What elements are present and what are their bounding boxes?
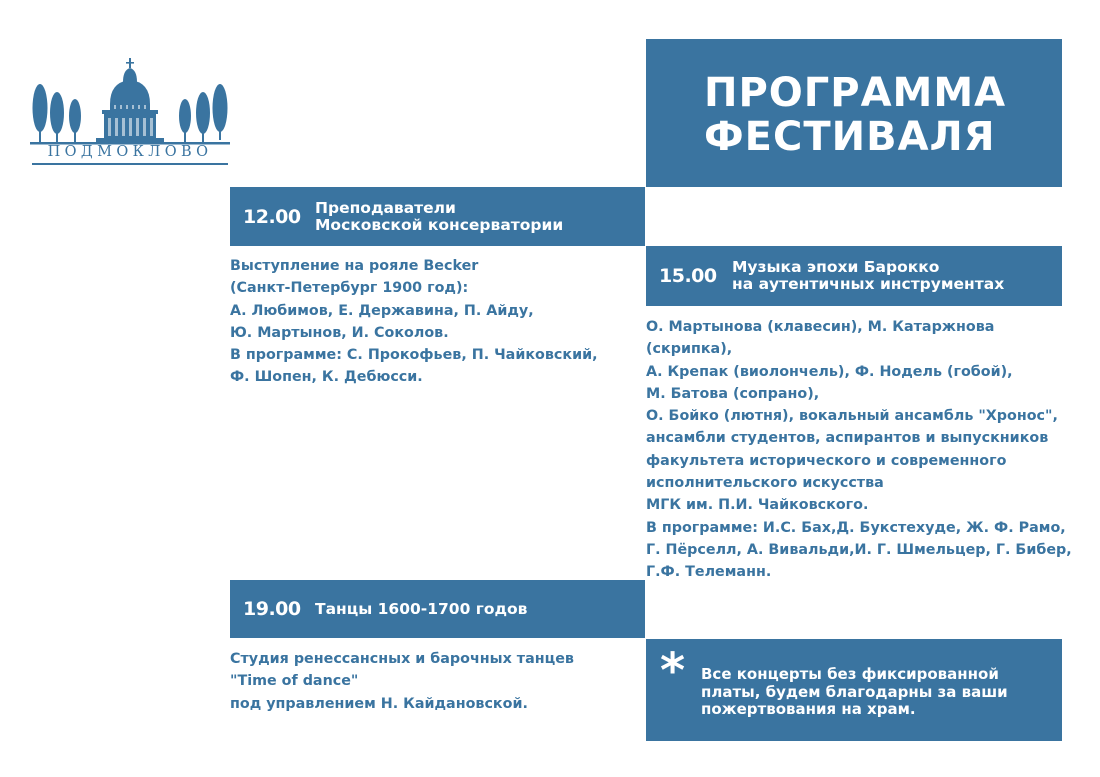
festival-title-box <box>646 39 1062 187</box>
note-line: Все концерты без фиксированной <box>701 665 999 683</box>
description-line: О. Бойко (лютня), вокальный ансамбль "Хронос", <box>646 408 1058 425</box>
description-line: факультета исторического и современного <box>646 452 1007 469</box>
slot-title-line: Преподаватели <box>315 198 456 217</box>
description-line: (скрипка), <box>646 341 733 358</box>
note-line: пожертвования на храм. <box>701 700 916 718</box>
slot-title <box>315 200 563 234</box>
title-line-2: ФЕСТИВАЛЯ <box>704 114 996 160</box>
description-line: Г.Ф. Телеманн. <box>646 564 772 581</box>
description-line: ансамбли студентов, аспирантов и выпускников <box>646 430 1049 447</box>
slot-title-line: Музыка эпохи Барокко <box>732 258 940 276</box>
description-line: В программе: И.С. Бах,Д. Букстехуде, Ж. Ф. Рамо, <box>646 519 1066 536</box>
description-line: Г. Пёрселл, А. Вивальди,И. Г. Шмельцер, Г. Бибер, <box>646 541 1072 558</box>
slot-time: 12.00 <box>243 205 301 228</box>
slot-description-15 <box>646 316 1072 584</box>
program-slot-15 <box>646 246 1062 306</box>
description-line: МГК им. П.И. Чайковского. <box>646 497 869 514</box>
description-line: "Time of dance" <box>230 673 359 690</box>
description-line: О. Мартынова (клавесин), М. Катаржнова <box>646 319 995 335</box>
slot-description-12 <box>230 255 598 389</box>
description-line: Студия ренессансных и барочных танцев <box>230 651 574 667</box>
donation-note-text <box>701 666 1008 719</box>
slot-title-line: Московской консерватории <box>315 215 564 234</box>
description-line: под управлением Н. Кайдановской. <box>230 695 528 712</box>
donation-note-box <box>646 639 1062 741</box>
slot-title-line: на аутентичных инструментах <box>732 275 1005 293</box>
description-line: исполнительского искусства <box>646 475 884 492</box>
slot-title-line: Танцы 1600-1700 годов <box>315 599 528 618</box>
note-line: платы, будем благодарны за ваши <box>701 682 1008 701</box>
program-slot-12 <box>230 187 645 246</box>
asterisk-icon: * <box>660 643 686 699</box>
description-line: А. Любимов, Е. Державина, П. Айду, <box>230 302 534 319</box>
slot-title <box>315 601 527 618</box>
logo-underline <box>32 163 228 165</box>
title-line-1: ПРОГРАММА <box>704 70 1007 116</box>
slot-title <box>732 259 1004 293</box>
description-line: В программе: С. Прокофьев, П. Чайковский, <box>230 347 598 364</box>
page-title <box>704 71 1006 159</box>
logo-wordmark: ПОДМОКЛОВО <box>47 144 213 160</box>
slot-description-19 <box>230 648 574 715</box>
description-line: Ф. Шопен, К. Дебюсси. <box>230 369 423 386</box>
program-slot-19 <box>230 580 645 638</box>
description-line: (Санкт-Петербург 1900 год): <box>230 280 469 297</box>
slot-time: 19.00 <box>243 598 301 620</box>
slot-time: 15.00 <box>659 265 717 287</box>
description-line: М. Батова (сопрано), <box>646 385 820 402</box>
description-line: Ю. Мартынов, И. Соколов. <box>230 324 449 341</box>
description-line: А. Крепак (виолончель), Ф. Нодель (гобой), <box>646 363 1013 380</box>
description-line: Выступление на рояле Becker <box>230 258 479 274</box>
